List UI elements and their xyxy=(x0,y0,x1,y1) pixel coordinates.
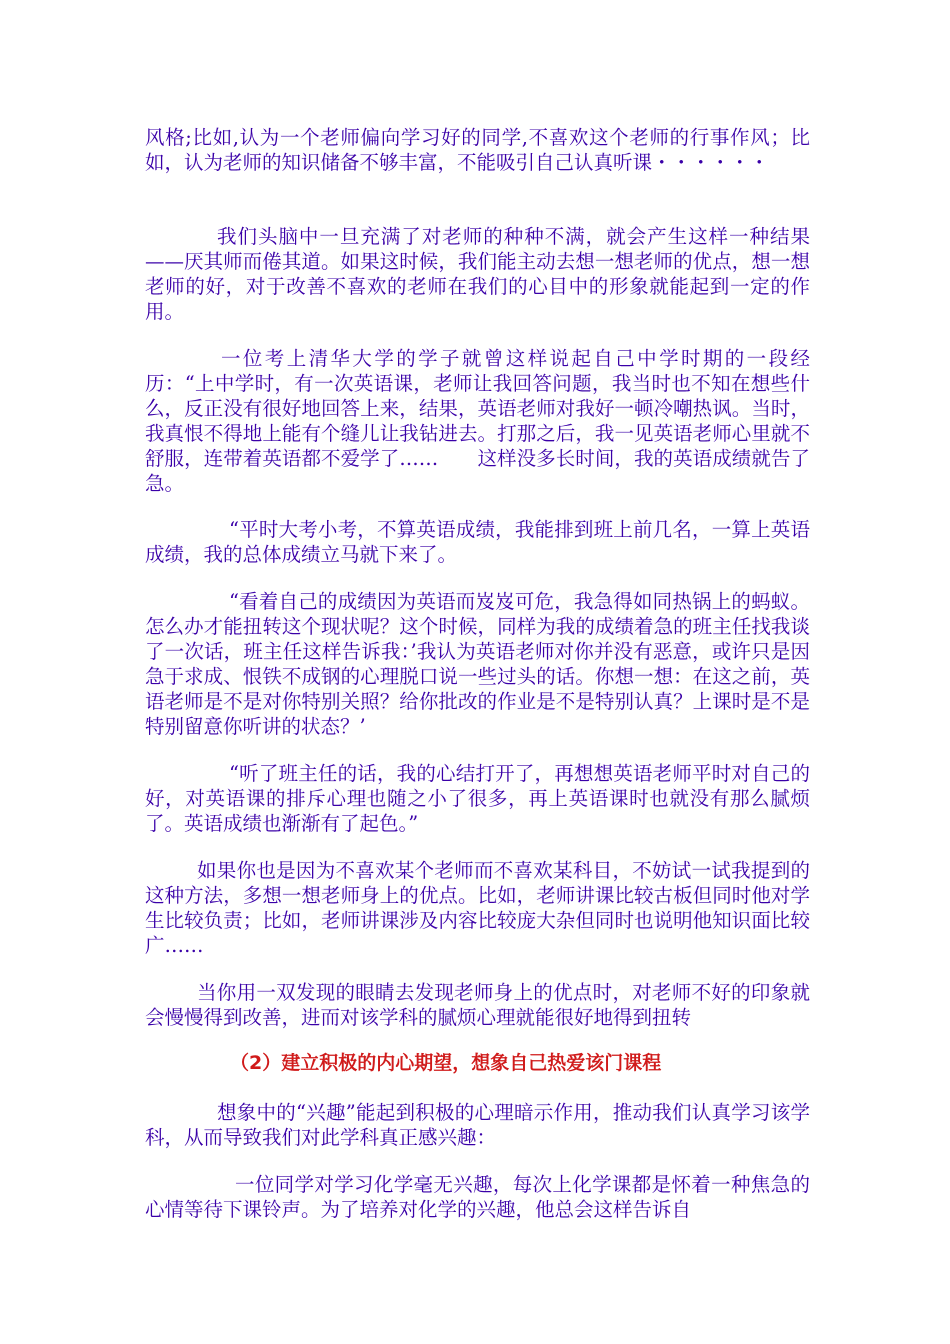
paragraph-tsinghua-student: 一位考上清华大学的学子就曾这样说起自己中学时期的一段经历：“上中学时，有一次英语课，老师让我回答问题，我当时也不知在想些什么，反正没有很好地回答上来，结果，英语老师对我好一顿冷嘲热讽。当时，我真恨不得地上能有个缝儿让我钻进去。打那之后，我一见英语老师心里就不舒服，连带着英语都不爱学了…… 这样没多长时间，我的英语成绩就告了急。 xyxy=(145,347,810,495)
paragraph-head-teacher-talk: “看着自己的成绩因为英语而岌岌可危，我急得如同热锅上的蚂蚁。怎么办才能扭转这个现状呢？这个时候，同样为我的成绩着急的班主任找我谈了一次话，班主任这样告诉我：’我认为英语老师对你并没有恶意，或许只是因急于求成、恨铁不成钢的心理脱口说一些过头的话。你想一想：在这之前，英语老师是不是对你特别关照？给你批改的作业是不是特别认真？上课时是不是特别留意你听讲的状态？’ xyxy=(145,590,810,738)
paragraph-exam-scores: “平时大考小考，不算英语成绩，我能排到班上前几名，一算上英语成绩，我的总体成绩立马就下来了。 xyxy=(145,518,810,566)
paragraph-knot-opened: “听了班主任的话，我的心结打开了，再想想英语老师平时对自己的好，对英语课的排斥心理也随之小了很多，再上英语课时也就没有那么腻烦了。英语成绩也渐渐有了起色。” xyxy=(145,762,810,835)
paragraph-imagined-interest: 想象中的“兴趣”能起到积极的心理暗示作用，推动我们认真学习该学科，从而导致我们对此学科真正感兴趣： xyxy=(145,1101,810,1149)
paragraph-try-method: 如果你也是因为不喜欢某个老师而不喜欢某科目，不妨试一试我提到的这种方法，多想一想老师身上的优点。比如，老师讲课比较古板但同时他对学生比较负责；比如，老师讲课涉及内容比较庞大杂但同时也说明他知识面比较广…… xyxy=(145,859,810,957)
paragraph-chemistry-student: 一位同学对学习化学毫无兴趣，每次上化学课都是怀着一种焦急的心情等待下课铃声。为了培养对化学的兴趣，他总会这样告诉自 xyxy=(145,1173,810,1221)
paragraph-discover-merits: 当你用一双发现的眼睛去发现老师身上的优点时，对老师不好的印象就会慢慢得到改善，进而对该学科的腻烦心理就能很好地得到扭转 xyxy=(145,981,810,1029)
paragraph-teacher-style: 风格;比如,认为一个老师偏向学习好的同学,不喜欢这个老师的行事作风；比如，认为老师的知识储备不够丰富，不能吸引自己认真听课・・・・・・ xyxy=(145,126,810,174)
paragraph-dissatisfaction: 我们头脑中一旦充满了对老师的种种不满，就会产生这样一种结果——厌其师而倦其道。如果这时候，我们能主动去想一想老师的优点，想一想老师的好，对于改善不喜欢的老师在我们的心目中的形象就能起到一定的作用。 xyxy=(145,225,810,323)
section-heading: （2）建立积极的内心期望，想象自己热爱该门课程 xyxy=(230,1052,662,1074)
